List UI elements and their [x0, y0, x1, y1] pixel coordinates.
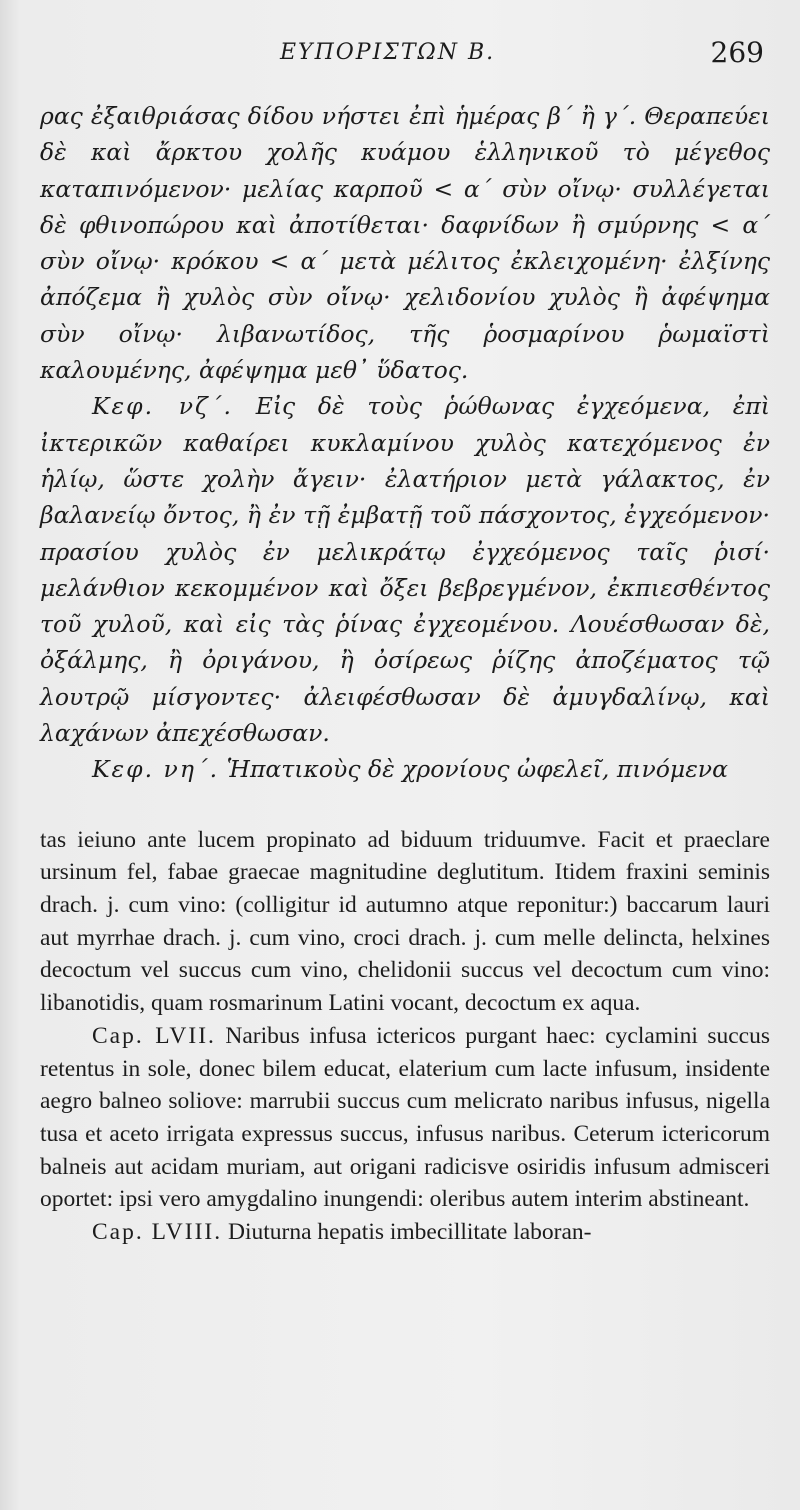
running-title: ΕΥΠΟΡΙΣΤΩΝ Β. — [280, 40, 496, 65]
latin-text-block — [40, 824, 770, 1249]
latin-chapter-57 — [40, 1020, 770, 1216]
greek-chapter-56-text: Εἰς δὲ τοὺς ῥώθωνας ἐγχεόμενα, ἐπὶ ἰκτερικῶν καθαίρει κυκλαμίνου χυλὸς κατεχόμενος ἐν ἡλίῳ, ὥστε χολὴν ἄγειν· ἐλατήριον μετὰ γάλακτος, ἐν βαλανείῳ ὄντος, ἢ ἐν τῇ ἐμβατῇ τοῦ πάσχοντος, ἐγχεόμενον· πρασίου χυλὸς ἐν μελικράτῳ ἐγχεόμενος ταῖς ῥισί· μελάνθιον κεκομμένον καὶ ὄξει βεβρεγμένον, ἐκπιεσθέντος τοῦ χυλοῦ, καὶ εἰς τὰς ῥίνας ἐγχεομένου. Λουέσθωσαν δὲ, ὀξάλμης, ἢ ὀριγάνου, ἢ ὀσίρεως ῥίζης ἀποζέματος τῷ λουτρῷ μίσγοντες· ἀλειφέσθωσαν δὲ ἀμυγδαλίνῳ, καὶ λαχάνων ἀπεχέσθωσαν. — [40, 392, 770, 748]
latin-chapter-57-text: Naribus infusa ictericos purgant haec: cyclamini succus retentus in sole, donec bilem educat, elaterium cum lacte infusum, insidente aegro balneo soliove: marrubii succus cum melicrato naribus infusus, nigella tusa et aceto irrigata expressus succus, infusus naribus. Ceterum ictericorum balneis aut acidam muriam, aut origani radicisve osiridis infusum admisceri oportet: ipsi vero amygdalino inungendi: oleribus autem interim abstineant. — [40, 1022, 770, 1213]
greek-paragraph: ρας ἐξαιθριάσας δίδου νήστει ἐπὶ ἡμέρας β΄ ἢ γ΄. Θεραπεύει δὲ καὶ ἄρκτου χολῆς κυάμου ἑλληνικοῦ τὸ μέγεθος καταπινόμενον· μελίας καρποῦ < α΄ σὺν οἴνῳ· συλλέγεται δὲ φθινοπώρου καὶ ἀποτίθεται· δαφνίδων ἢ σμύρνης < α΄ σὺν οἴνῳ· κρόκου < α΄ μετὰ μέλιτος ἐκλειχομένη· ἐλξίνης ἀπόζεμα ἢ χυλὸς σὺν οἴνῳ· χελιδονίου χυλὸς ἢ ἀφέψημα σὺν οἴνῳ· λιβανωτίδος, τῆς ῥοσμαρίνου ῥωμαϊστὶ καλουμένης, ἀφέψημα μεθ᾽ ὕδατος. — [40, 102, 770, 385]
greek-chapter-56-label: Κεφ. νζ΄. — [92, 392, 234, 421]
latin-paragraph: tas ieiuno ante lucem propinato ad biduum triduumve. Facit et praeclare ursinum fel, fabae graecae magnitudine deglutitum. Itidem fraxini seminis drach. j. cum vino: (colligitur id autumno atque reponitur:) baccarum lauri aut myrrhae drach. j. cum vino, croci drach. j. cum melle delincta, helxines decoctum vel succus cum vino, chelidonii succus vel decoctum cum vino: libanotidis, quam rosmarinum Latini vocant, decoctum ex aqua. — [40, 826, 770, 1017]
latin-chapter-58-text: Diuturna hepatis imbecillitate laboran- — [222, 1219, 592, 1246]
latin-chapter-57-label: Cap. LVII. — [92, 1022, 216, 1049]
greek-text-block — [40, 98, 770, 788]
greek-chapter-58 — [40, 751, 770, 787]
greek-chapter-56 — [40, 388, 770, 751]
latin-chapter-58-label: Cap. LVIII. — [92, 1219, 223, 1246]
greek-chapter-58-label: Κεφ. νη΄. — [92, 755, 220, 784]
page-number: 269 — [710, 36, 764, 69]
greek-chapter-58-text: Ἡπατικοὺς δὲ χρονίους ὠφελεῖ, πινόμενα — [219, 755, 728, 784]
latin-chapter-58 — [40, 1216, 770, 1249]
running-head — [40, 38, 770, 90]
